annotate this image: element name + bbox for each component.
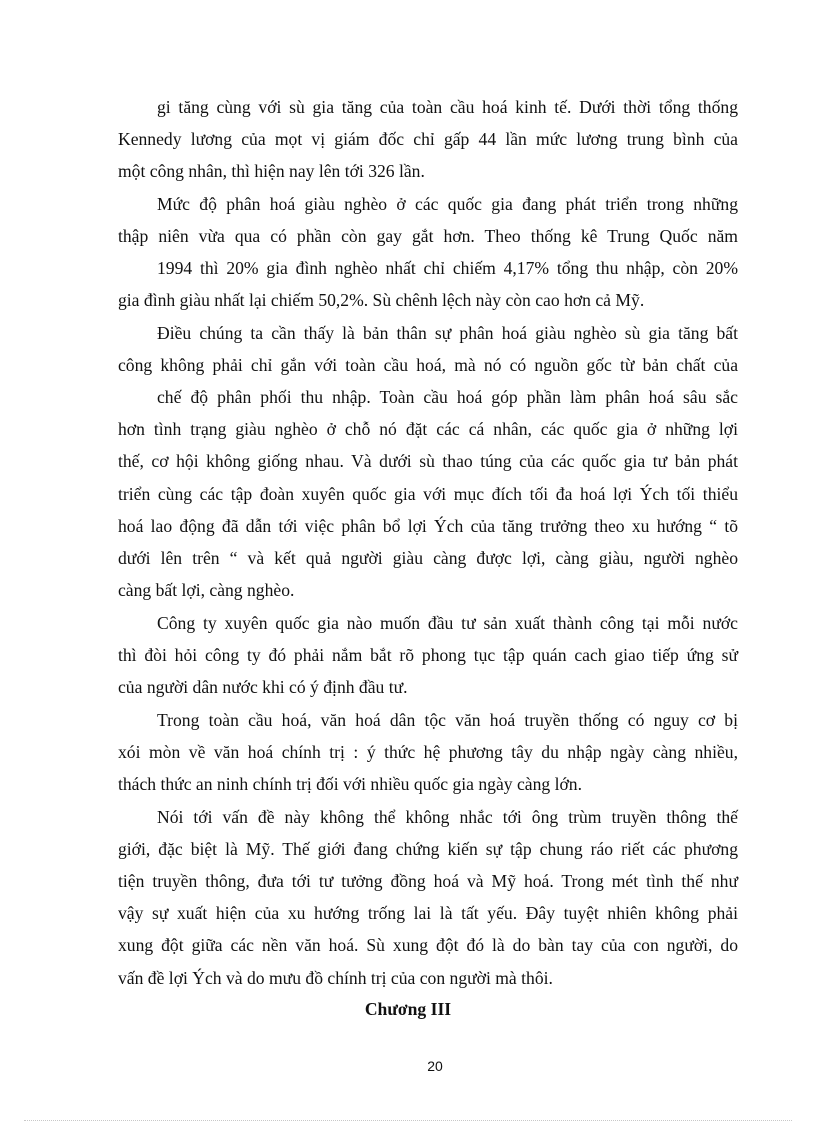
text-line: xói mòn về văn hoá chính trị : ý thức hệ phương tây du nhập ngày càng nhiều, xyxy=(118,742,738,762)
text-line: công không phải chỉ gắn với toàn cầu hoá, mà nó có nguồn gốc từ bản chất của xyxy=(118,355,738,375)
text-line: Mức độ phân hoá giàu nghèo ở các quốc gia đang phát triển trong những xyxy=(157,194,738,214)
text-line: Công ty xuyên quốc gia nào muốn đầu tư sản xuất thành công tại mỗi nước xyxy=(157,613,738,633)
text-line: hoá lao động đã dẫn tới việc phân bổ lợi Ých của tăng trưởng theo xu hướng “ tõ xyxy=(118,516,738,536)
text-line: giới, đặc biệt là Mỹ. Thế giới đang chứng kiến sự tập chung ráo riết các phương xyxy=(118,839,738,859)
text-line: gia đình giàu nhất lại chiếm 50,2%. Sù chênh lệch này còn cao hơn cả Mỹ. xyxy=(118,290,645,310)
text-line: tiện truyền thông, đưa tới tư tưởng đồng hoá và Mỹ hoá. Trong mét tình thế như xyxy=(118,871,738,891)
text-line: vậy sự xuất hiện của xu hướng trống lai là tất yếu. Đây tuyệt nhiên không phải xyxy=(118,903,738,923)
page-number: 20 xyxy=(427,1058,443,1074)
text-line: 1994 thì 20% gia đình nghèo nhất chỉ chiếm 4,17% tổng thu nhập, còn 20% xyxy=(157,258,738,278)
text-line: thách thức an ninh chính trị đối với nhiều quốc gia ngày càng lớn. xyxy=(118,774,582,794)
text-line: gi tăng cùng với sù gia tăng của toàn cầu hoá kinh tế. Dưới thời tổng thống xyxy=(157,97,738,117)
text-line: chế độ phân phối thu nhập. Toàn cầu hoá góp phần làm phân hoá sâu sắc xyxy=(157,387,738,407)
text-line: Kennedy lương của mọt vị giám đốc chỉ gấp 44 lần mức lương trung bình của xyxy=(118,129,738,149)
chapter-heading: Chương III xyxy=(364,999,452,1019)
text-line: hơn tình trạng giàu nghèo ở chỗ nó đặt các cá nhân, các quốc gia ở những lợi xyxy=(118,419,738,439)
text-line: thì đòi hỏi công ty đó phải nắm bắt rõ phong tục tập quán cach giao tiếp ứng sử xyxy=(118,645,738,665)
text-line: triển cùng các tập đoàn xuyên quốc gia với mục đích tối đa hoá lợi Ých tối thiểu xyxy=(118,484,738,504)
text-line: Trong toàn cầu hoá, văn hoá dân tộc văn hoá truyền thống có nguy cơ bị xyxy=(157,710,738,730)
text-line: thập niên vừa qua có phần còn gay gắt hơn. Theo thống kê Trung Quốc năm xyxy=(118,226,738,246)
text-line: càng bất lợi, càng nghèo. xyxy=(118,580,295,600)
text-line: xung đột giữa các nền văn hoá. Sù xung đột đó là do bàn tay của con người, do xyxy=(118,935,738,955)
text-line: Nói tới vấn đề này không thể không nhắc tới ông trùm truyền thông thế xyxy=(157,807,738,827)
text-line: dưới lên trên “ và kết quả người giàu càng được lợi, càng giàu, người nghèo xyxy=(118,548,738,568)
text-line: Điều chúng ta cần thấy là bản thân sự phân hoá giàu nghèo sù gia tăng bất xyxy=(157,323,738,343)
footer-divider xyxy=(24,1120,792,1121)
text-line: vấn đề lợi Ých và do mưu đồ chính trị của con người mà thôi. xyxy=(118,968,553,988)
text-line: một công nhân, thì hiện nay lên tới 326 lần. xyxy=(118,161,425,181)
text-line: của người dân nước khi có ý định đầu tư. xyxy=(118,677,408,697)
text-line: thế, cơ hội không giống nhau. Và dưới sù thao túng của các quốc gia tư bản phát xyxy=(118,451,738,471)
